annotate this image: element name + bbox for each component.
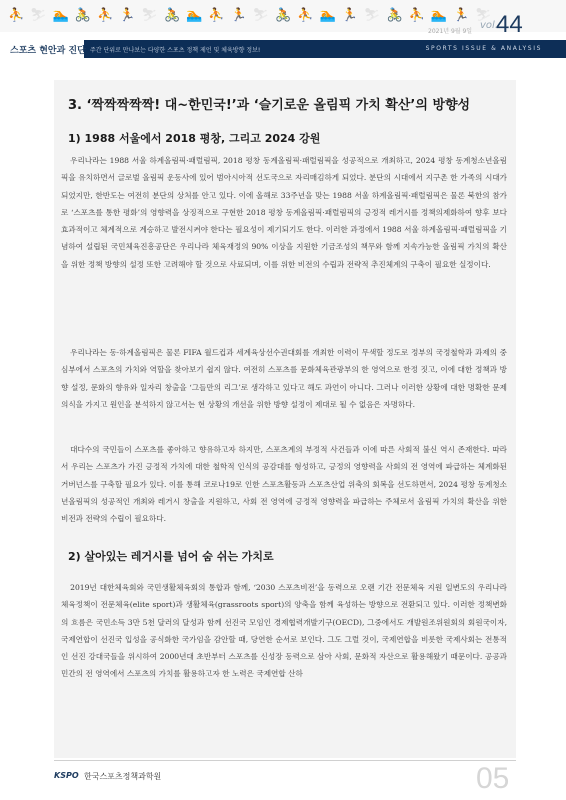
page-number: 05 [476,762,510,795]
paragraph-2: 우리나라는 동·하계올림픽은 물론 FIFA 월드컵과 세계육상선수권대회를 개최한 이력이 무색할 정도로 정부의 국정철학과 과제의 중심부에서 스포츠의 가치와 역할을 찾아보기 쉽지 않다. 여전히 스포츠를 문화체육관광부의 한 영역으로 한정 짓고, 이에 대한 정책과 방향 설정, 문화의 향유와 일자리 창출을 ‘그들만의 리그’로 생각하고 있다고 해도 과언이 아니다. 그러나 이러한 상황에 대한 명확한 문제의식을 가지고 원인을 분석하지 않고서는 현 상황의 개선을 위한 방향 설정이 제대로 될 수 없음은 자명하다. [61,348,507,409]
organization-name: 한국스포츠정책과학원 [84,772,162,781]
issue-date: 2021년 9월 9일 [428,28,473,35]
section-label: 스포츠 현안과 진단 [10,46,86,56]
footer-divider [54,760,516,761]
kspo-logo: KSPO [54,771,79,780]
volume-number: 44 [496,11,523,38]
section-english-title: SPORTS ISSUE & ANALYSIS [425,45,542,52]
subheading-1: 1) 1988 서울에서 2018 평창, 그리고 2024 강원 [68,132,321,145]
paragraph-1: 우리나라는 1988 서울 하계올림픽·패럴림픽, 2018 평창 동계올림픽·패럴림픽을 성공적으로 개최하고, 2024 평창 동계청소년올림픽을 유치하면서 글로벌 올림픽 운동사에 있어 범아시아적 선도국으로 자리매김하게 되었다. 분단의 시대에서 지구촌 한 가족의 시대가 되었지만, 한반도는 여전히 분단의 상처를 안고 있다. 이에 올해로 33주년을 맞는 1988 서울 하계올림픽·패럴림픽은 물론 북한의 참가로 ‘스포츠를 통한 평화’의 영향력을 상징적으로 구현한 2018 평창 동계올림픽·패럴림픽의 긍정적 레거시를 정책의제화하여 향후 보다 효과적이고 체계적으로 계승하고 발전시켜야 한다는 필요성이 제기되기도 한다. 이러한 과정에서 1988 서울 하계올림픽·패럴림픽을 기념하여 설립된 국민체육진흥공단은 우리나라 체육재정의 90% 이상을 지원한 기금조성의 책무와 함께 지속가능한 올림픽 가치의 확산을 위한 정책 방향의 설정 또한 고려해야 할 것으로 사료되며, 이를 위한 비전의 수립과 전략적 추진체계의 구축이 필요한 실정이다. [61,156,507,269]
article-heading: 3. ‘짝짝짝짝짝! 대~한민국!’과 ‘슬기로운 올림픽 가치 확산’의 방향성 [68,98,471,113]
subheading-2: 2) 살아있는 레거시를 넘어 숨 쉬는 가치로 [68,550,274,563]
section-label-box [0,40,84,58]
paragraph-4: 2019년 대한체육회와 국민생활체육회의 통합과 함께, ‘2030 스포츠비전’을 동력으로 오랜 기간 전문체육 지원 일변도의 우리나라 체육정책이 전문체육(elite sport)과 생활체육(grassroots sport)의 양축을 함께 육성하는 방향으로 전환되고 있다. 이러한 정책변화의 흐름은 국민소득 3만 5천 달러의 달성과 함께 선진국 모임인 경제협력개발기구(OECD), 그중에서도 개발원조위원회의 회원국이자, 국제연합이 선진국 입성을 공식화한 국가임을 감안할 때, 당연한 순서로 보인다. 그도 그럴 것이, 국제연합을 비롯한 국제사회는 전통적인 선진 강대국들을 위시하여 2000년대 초반부터 스포츠를 신성장 동력으로 삼아 사회, 문화적 자산으로 활용해왔기 때문이다. 공공과 민간의 전 영역에서 스포츠의 가치를 활용하고자 한 노력은 국제연합 산하 [61,583,507,679]
section-description: 주간 단위로 만나보는 다양한 스포츠 정책 제언 및 체육방향 정보! [90,47,261,54]
volume-label: vol. [480,20,498,31]
paragraph-3: 대다수의 국민들이 스포츠를 좋아하고 향유하고자 하지만, 스포츠계의 부정적 사건들과 이에 따른 사회적 불신 역시 존재한다. 따라서 우리는 스포츠가 가진 긍정적 가치에 대한 철학적 인식의 공감대를 형성하고, 긍정의 영향력을 사회의 전 영역에 파급하는 체계화된 거버넌스를 구축할 필요가 있다. 이를 통해 코로나19로 인한 스포츠활동과 스포츠산업 위축의 회복을 선도하면서, 2024 평창 동계청소년올림픽의 성공적인 개최와 레거시 창출을 지원하고, 사회 전 영역에 긍정적 영향력을 파급하는 주체로서 올림픽 가치의 확산을 위한 비전과 전략의 수립이 필요하다. [61,445,507,524]
sports-silhouette-icon: ⛹⛷🏊🚴⛹🏃⛷🚴🏊⛹🏃⛷🚴⛹🏊🏃⛷🚴⛹🏊🏃⛷ [8,8,498,23]
